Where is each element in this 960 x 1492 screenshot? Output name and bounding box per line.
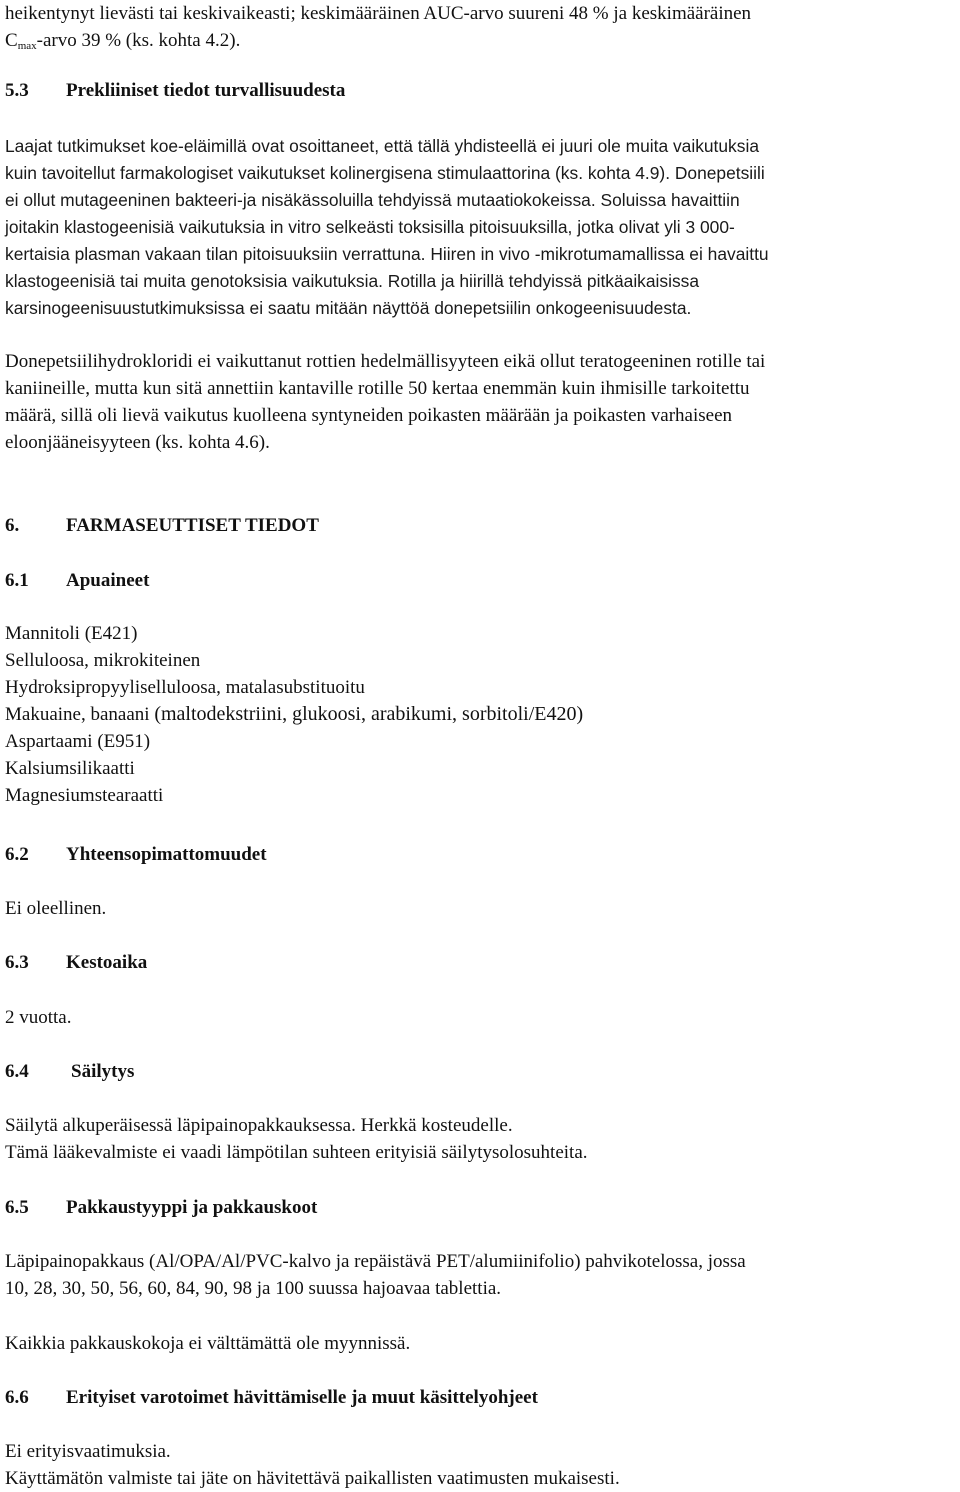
list-item: Aspartaami (E951) xyxy=(5,731,151,752)
cmax-symbol: C xyxy=(5,30,18,51)
body-text-line: eloonjääneisyyteen (ks. kohta 4.6). xyxy=(5,432,270,453)
section-number: 6.2 xyxy=(5,844,29,865)
section-title: Apuaineet xyxy=(66,570,150,591)
excipient-list xyxy=(5,620,955,809)
body-text-line: kaniineille, mutta kun sitä annettiin kantaville rotille 50 kertaa enemmän kuin ihmisille tarkoitettu xyxy=(5,378,750,399)
body-text-line: Säilytä alkuperäisessä läpipainopakkauksessa. Herkkä kosteudelle. xyxy=(5,1115,513,1136)
section-title: FARMASEUTTISET TIEDOT xyxy=(66,515,319,536)
body-text-line: joitakin klastogeenisiä vaikutuksia in vitro selkeästi toksisilla pitoisuuksilla, jotka olivat yli 3 000- xyxy=(5,217,735,237)
list-item: Selluloosa, mikrokiteinen xyxy=(5,650,201,671)
section-number: 6.4 xyxy=(5,1061,29,1082)
section-number: 5.3 xyxy=(5,80,29,101)
body-text-line: 2 vuotta. xyxy=(5,1007,72,1028)
body-text-line: Käyttämätön valmiste tai jäte on hävitettävä paikallisten vaatimusten mukaisesti. xyxy=(5,1468,620,1489)
body-text-line: Laajat tutkimukset koe-eläimillä ovat osoittaneet, että tällä yhdisteellä ei juuri ole muita vaikutuksia xyxy=(5,136,759,156)
body-text-line: Ei erityisvaatimuksia. xyxy=(5,1441,171,1462)
section-heading-5-3 xyxy=(5,77,955,104)
body-text-line: kertaisia plasman vakaan tilan pitoisuuksiin verrattuna. Hiiren in vivo -mikrotumamallissa ei havaittu xyxy=(5,244,769,264)
body-text-line xyxy=(5,27,955,54)
section-heading-6-3 xyxy=(5,949,955,976)
list-item: Kalsiumsilikaatti xyxy=(5,758,135,779)
body-text-line: kuin tavoitellut farmakologiset vaikutukset kolinergisena stimulaattorina (ks. kohta 4.9). Donepetsiili xyxy=(5,163,765,183)
body-text-line: heikentynyt lievästi tai keskivaikeasti; keskimääräinen AUC-arvo suureni 48 % ja keskimääräinen xyxy=(5,3,752,24)
package-text xyxy=(5,1248,955,1302)
body-text-line: ei ollut mutageeninen bakteeri-ja nisäkässoluilla tehdyissä mutaatiokokeissa. Soluissa havaittiin xyxy=(5,190,740,210)
body-text-line: määrä, sillä oli lievä vaikutus kuolleena syntyneiden poikasten määrään ja poikasten varhaiseen xyxy=(5,405,733,426)
section-number: 6.5 xyxy=(5,1197,29,1218)
section-title: Prekliiniset tiedot turvallisuudesta xyxy=(66,80,346,101)
paragraph-preclinical-2 xyxy=(5,348,955,456)
section-heading-6 xyxy=(5,512,955,539)
list-item: Hydroksipropyyliselluloosa, matalasubstituoitu xyxy=(5,677,365,698)
section-number: 6.3 xyxy=(5,952,29,973)
body-text-line: karsinogeenisuustutkimuksissa ei saatu mitään näyttöä donepetsiilin onkogeenisuudesta. xyxy=(5,298,692,318)
cmax-subscript: max xyxy=(17,40,37,52)
section-heading-6-2 xyxy=(5,841,955,868)
section-title: Kestoaika xyxy=(66,952,148,973)
body-text-line: Ei oleellinen. xyxy=(5,898,107,919)
section-title: Yhteensopimattomuudet xyxy=(66,844,267,865)
body-text-line: Donepetsiilihydrokloridi ei vaikuttanut rottien hedelmällisyyteen eikä ollut teratogeeninen rotille tai xyxy=(5,351,766,372)
section-number: 6.1 xyxy=(5,570,29,591)
body-text-fragment: -arvo 39 % (ks. kohta 4.2). xyxy=(36,30,241,51)
list-item xyxy=(5,701,955,728)
body-text-line: Läpipainopakkaus (Al/OPA/Al/PVC-kalvo ja repäistävä PET/alumiinifolio) pahvikotelossa, jossa xyxy=(5,1251,746,1272)
list-item: Mannitoli (E421) xyxy=(5,623,138,644)
paragraph-preclinical-1 xyxy=(5,133,955,322)
section-number: 6. xyxy=(5,515,20,536)
list-item-text: Makuaine, banaani xyxy=(5,704,155,725)
section-heading-6-4 xyxy=(5,1058,955,1085)
section-heading-6-6 xyxy=(5,1384,955,1411)
section-title: Erityiset varotoimet hävittämiselle ja muut käsittelyohjeet xyxy=(66,1387,538,1408)
list-item-detail: (maltodekstriini, glukoosi, arabikumi, sorbitoli/E420) xyxy=(154,703,584,725)
section-title: Pakkaustyyppi ja pakkauskoot xyxy=(66,1197,318,1218)
section-heading-6-1 xyxy=(5,567,955,594)
section-number: 6.6 xyxy=(5,1387,29,1408)
body-text-line: Tämä lääkevalmiste ei vaadi lämpötilan suhteen erityisiä säilytysolosuhteita. xyxy=(5,1142,588,1163)
section-title: Säilytys xyxy=(71,1061,135,1082)
body-text-line: 10, 28, 30, 50, 56, 60, 84, 90, 98 ja 100 suussa hajoavaa tablettia. xyxy=(5,1278,502,1299)
storage-text xyxy=(5,1112,955,1166)
body-text-line: klastogeenisiä tai muita genotoksisia vaikutuksia. Rotilla ja hiirillä tehdyissä pitkäaikaisissa xyxy=(5,271,700,291)
body-text-line: Kaikkia pakkauskokoja ei välttämättä ole myynnissä. xyxy=(5,1333,411,1354)
section-heading-6-5 xyxy=(5,1194,955,1221)
list-item: Magnesiumstearaatti xyxy=(5,785,164,806)
disposal-text xyxy=(5,1438,955,1492)
